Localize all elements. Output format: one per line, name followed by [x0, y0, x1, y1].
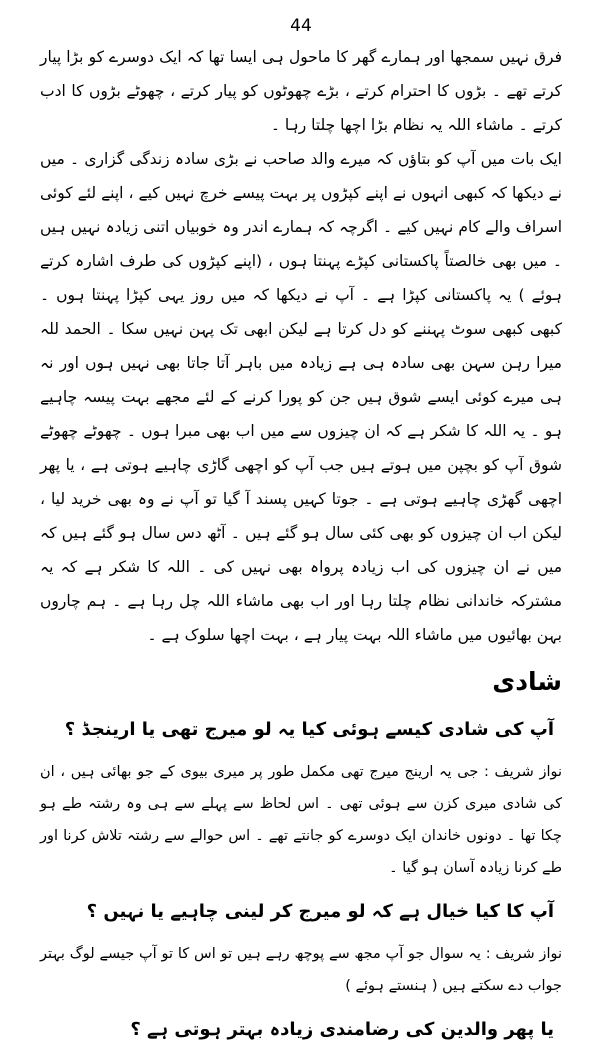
page-content: [40, 40, 562, 1046]
interview-question: یا پھر والدین کی رضامندی زیادہ بہتر ہوتی ہے ؟: [130, 1019, 554, 1040]
section-heading-marriage: شادی: [492, 667, 562, 696]
paragraph-family-respect: فرق نہیں سمجھا اور ہمارے گھر کا ماحول ہی ایسا تھا کہ ایک دوسرے کو بڑا پیار کرتے تھے ۔ بڑوں کا احترام کرتے ، بڑے چھوٹوں کو پیار کرتے ، چھوٹے بڑوں کا ادب کرتے ۔ ماشاء اللہ یہ نظام بڑا اچھا چلتا رہا ۔: [40, 48, 562, 134]
interview-question: آپ کا کیا خیال ہے کہ لو میرج کر لینی چاہیے یا نہیں ؟: [86, 901, 554, 922]
interview-answer: نواز شریف : یہ سوال جو آپ مجھ سے پوچھ رہے ہیں تو اس کا تو آپ جیسے لوگ بہتر جواب دے سکتے ہیں ( ہنستے ہوئے ): [40, 946, 562, 994]
interview-question: آپ کی شادی کیسے ہوئی کیا یہ لو میرج تھی یا ارینجڈ ؟: [64, 719, 554, 740]
interview-answer: نواز شریف : جی یہ ارینج میرج تھی مکمل طور پر میری بیوی کے جو بھائی ہیں ، ان کی شادی میری کزن سے ہوئی تھی ۔ اس لحاظ سے پہلے سے ہی وہ رشتہ طے ہو چکا تھا ۔ دونوں خاندان ایک دوسرے کو جانتے تھے ۔ اس حوالے سے رشتہ تلاش کرنا اور طے کرنا زیادہ آسان ہو گیا ۔: [40, 764, 562, 876]
page-number: 44: [290, 16, 312, 36]
paragraph-father-simple-life: ایک بات میں آپ کو بتاؤں کہ میرے والد صاحب نے بڑی سادہ زندگی گزاری ۔ میں نے دیکھا کہ کبھی انہوں نے اپنے کپڑوں پر بہت پیسے خرچ نہیں کیے ، اپنے لئے کوئی اسراف والے کام نہیں کیے ۔ اگرچہ کہ ہمارے اندر وہ خوبیاں اتنی زیادہ نہیں ہیں ۔ میں بھی خالصتاً پاکستانی کپڑے پہنتا ہوں ، (اپنے کپڑوں کی طرف اشارہ کرتے ہوئے ) یہ پاکستانی کپڑا ہے ۔ آپ نے دیکھا کہ میں روز یہی کپڑا پہنتا ہوں ۔ کبھی کبھی سوٹ پہننے کو دل کرتا ہے لیکن ابھی تک پہن نہیں سکا ۔ الحمد للہ میرا رہن سہن بھی سادہ ہی ہے زیادہ میں باہر آتا جاتا بھی نہیں ہوں اور نہ ہی میرے کوئی ایسے شوق ہیں جن کو پورا کرنے کے لئے مجھے بہت پیسہ چاہیے ہو ۔ یہ اللہ کا شکر ہے کہ ان چیزوں سے میں اب بھی مبرا ہوں ۔ چھوٹے چھوٹے شوق آپ کو بچپن میں ہوتے ہیں جب آپ کو اچھی گاڑی چاہیے ہوتی ہے ، یا پھر اچھی گھڑی چاہیے ہوتی ہے ۔ جوتا کہیں پسند آ گیا تو آپ نے وہ بھی خرید لیا ، لیکن اب ان چیزوں کو بھی کئی سال ہو گئے ہیں ۔ آٹھ دس سال ہو گئے ہیں کہ میں نے ان چیزوں کی اب زیادہ پرواہ بھی نہیں کی ۔ اللہ کا شکر ہے کہ یہ مشترکہ خاندانی نظام چلتا رہا اور اب بھی ماشاء اللہ چل رہا ہے ۔ ہم چاروں بہن بھائیوں میں ماشاء اللہ بہت پیار ہے ، بہت اچھا سلوک ہے ۔: [40, 150, 562, 644]
